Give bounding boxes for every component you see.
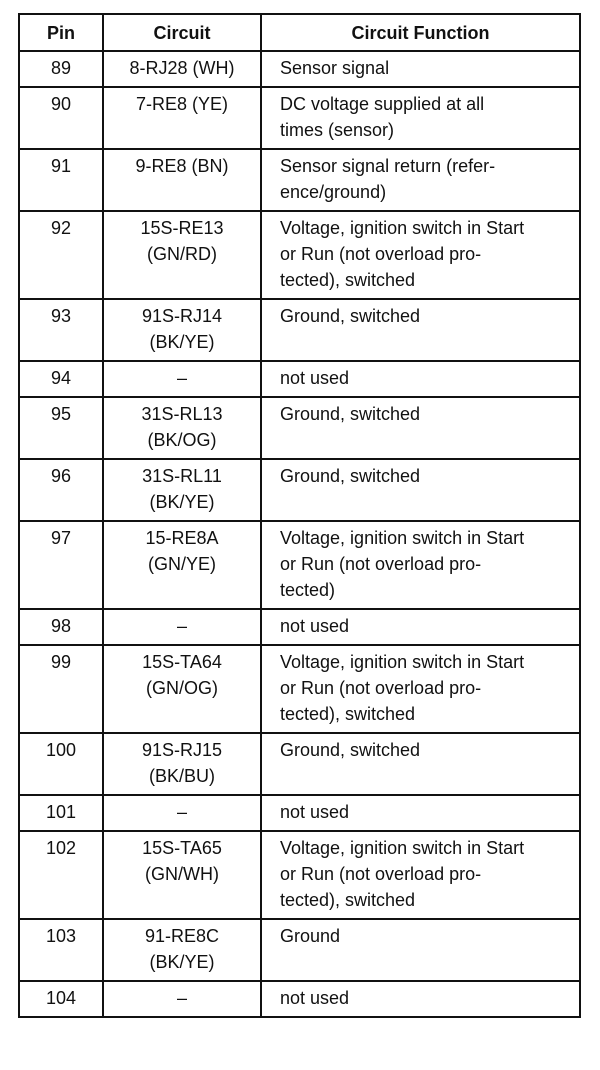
circuit-line: 31S-RL13 (141, 404, 223, 424)
pin-cell: 104 (19, 981, 103, 1017)
circuit-line: 91S-RJ14 (141, 306, 223, 326)
pin-cell: 93 (19, 299, 103, 361)
circuit-cell (103, 299, 261, 361)
table-row (19, 459, 580, 521)
function-line: not used (280, 368, 350, 388)
circuit-function-cell (261, 733, 580, 795)
table-row (19, 87, 580, 149)
function-line: tected), switched (280, 270, 416, 290)
circuit-line: (BK/BU) (148, 766, 215, 786)
circuit-cell (103, 733, 261, 795)
circuit-cell (103, 87, 261, 149)
pin-cell: 100 (19, 733, 103, 795)
circuit-function-cell (261, 51, 580, 87)
table-row (19, 795, 580, 831)
pin-cell: 103 (19, 919, 103, 981)
circuit-line: 15-RE8A (145, 528, 219, 548)
table-row (19, 361, 580, 397)
function-line: tected), switched (280, 704, 416, 724)
function-line: Ground (280, 926, 341, 946)
circuit-cell (103, 211, 261, 299)
circuit-cell (103, 521, 261, 609)
pin-cell: 89 (19, 51, 103, 87)
function-line: times (sensor) (280, 120, 395, 140)
circuit-line: 15S-RE13 (140, 218, 224, 238)
function-line: Ground, switched (280, 404, 421, 424)
circuit-cell (103, 361, 261, 397)
function-line: or Run (not overload pro- (280, 678, 482, 698)
table-row (19, 521, 580, 609)
circuit-line: – (176, 802, 187, 822)
pin-cell: 94 (19, 361, 103, 397)
circuit-function-cell (261, 795, 580, 831)
function-line: tected) (280, 580, 336, 600)
circuit-function-cell (261, 299, 580, 361)
function-line: not used (280, 616, 350, 636)
table-row (19, 299, 580, 361)
function-line: Ground, switched (280, 740, 421, 760)
circuit-line: 91S-RJ15 (141, 740, 223, 760)
circuit-line: (GN/OG) (146, 678, 218, 698)
header-pin: Pin (19, 14, 103, 51)
circuit-function-cell (261, 361, 580, 397)
function-line: not used (280, 988, 350, 1008)
pin-cell: 98 (19, 609, 103, 645)
circuit-cell (103, 397, 261, 459)
circuit-cell (103, 609, 261, 645)
circuit-function-cell (261, 397, 580, 459)
function-line: or Run (not overload pro- (280, 244, 482, 264)
function-line: DC voltage supplied at all (280, 94, 485, 114)
circuit-cell (103, 645, 261, 733)
table-row (19, 919, 580, 981)
function-line: Ground, switched (280, 466, 421, 486)
table-row (19, 397, 580, 459)
circuit-line: (BK/OG) (147, 430, 217, 450)
function-line: not used (280, 802, 350, 822)
table-row (19, 51, 580, 87)
circuit-line: 91-RE8C (144, 926, 220, 946)
circuit-cell (103, 981, 261, 1017)
pin-cell: 96 (19, 459, 103, 521)
circuit-line: (BK/YE) (149, 492, 215, 512)
table-row (19, 831, 580, 919)
circuit-line: – (176, 988, 187, 1008)
circuit-cell (103, 795, 261, 831)
circuit-line: (GN/RD) (147, 244, 217, 264)
circuit-function-cell (261, 831, 580, 919)
function-line: ence/ground) (280, 182, 387, 202)
circuit-line: 7-RE8 (YE) (135, 94, 229, 114)
function-line: Voltage, ignition switch in Start (280, 652, 525, 672)
circuit-function-cell (261, 521, 580, 609)
header-row (19, 14, 580, 51)
circuit-line: 9-RE8 (BN) (135, 156, 229, 176)
circuit-function-cell (261, 459, 580, 521)
table-row (19, 645, 580, 733)
function-line: Ground, switched (280, 306, 421, 326)
circuit-function-cell (261, 609, 580, 645)
table-row (19, 981, 580, 1017)
table-body (19, 51, 580, 1017)
pin-cell: 95 (19, 397, 103, 459)
header-circuit: Circuit (103, 14, 261, 51)
function-line: or Run (not overload pro- (280, 554, 482, 574)
circuit-function-cell (261, 211, 580, 299)
function-line: Sensor signal (280, 58, 390, 78)
circuit-line: 15S-TA64 (142, 652, 222, 672)
circuit-function-cell (261, 87, 580, 149)
pin-cell: 91 (19, 149, 103, 211)
function-line: or Run (not overload pro- (280, 864, 482, 884)
function-line: Voltage, ignition switch in Start (280, 528, 525, 548)
function-line: Voltage, ignition switch in Start (280, 218, 525, 238)
circuit-function-cell (261, 919, 580, 981)
circuit-line: 15S-TA65 (142, 838, 222, 858)
circuit-line: – (176, 616, 187, 636)
function-line: Voltage, ignition switch in Start (280, 838, 525, 858)
table-row (19, 211, 580, 299)
circuit-cell (103, 51, 261, 87)
function-line: tected), switched (280, 890, 416, 910)
circuit-function-cell (261, 149, 580, 211)
circuit-line: (BK/YE) (149, 952, 215, 972)
table-row (19, 733, 580, 795)
header-circuit-function: Circuit Function (261, 14, 580, 51)
circuit-cell (103, 831, 261, 919)
circuit-line: (BK/YE) (149, 332, 215, 352)
circuit-function-cell (261, 645, 580, 733)
pin-cell: 99 (19, 645, 103, 733)
circuit-cell (103, 459, 261, 521)
pin-assignment-table (18, 13, 581, 1018)
circuit-cell (103, 149, 261, 211)
circuit-line: (GN/YE) (147, 554, 216, 574)
table-row (19, 609, 580, 645)
circuit-line: 31S-RL11 (142, 466, 222, 486)
table-row (19, 149, 580, 211)
pin-cell: 90 (19, 87, 103, 149)
circuit-cell (103, 919, 261, 981)
function-line: Sensor signal return (refer- (280, 156, 496, 176)
circuit-line: 8-RJ28 (WH) (129, 58, 235, 78)
circuit-function-cell (261, 981, 580, 1017)
circuit-line: – (176, 368, 187, 388)
pin-cell: 102 (19, 831, 103, 919)
pin-cell: 101 (19, 795, 103, 831)
pin-cell: 97 (19, 521, 103, 609)
pin-cell: 92 (19, 211, 103, 299)
circuit-line: (GN/WH) (145, 864, 219, 884)
